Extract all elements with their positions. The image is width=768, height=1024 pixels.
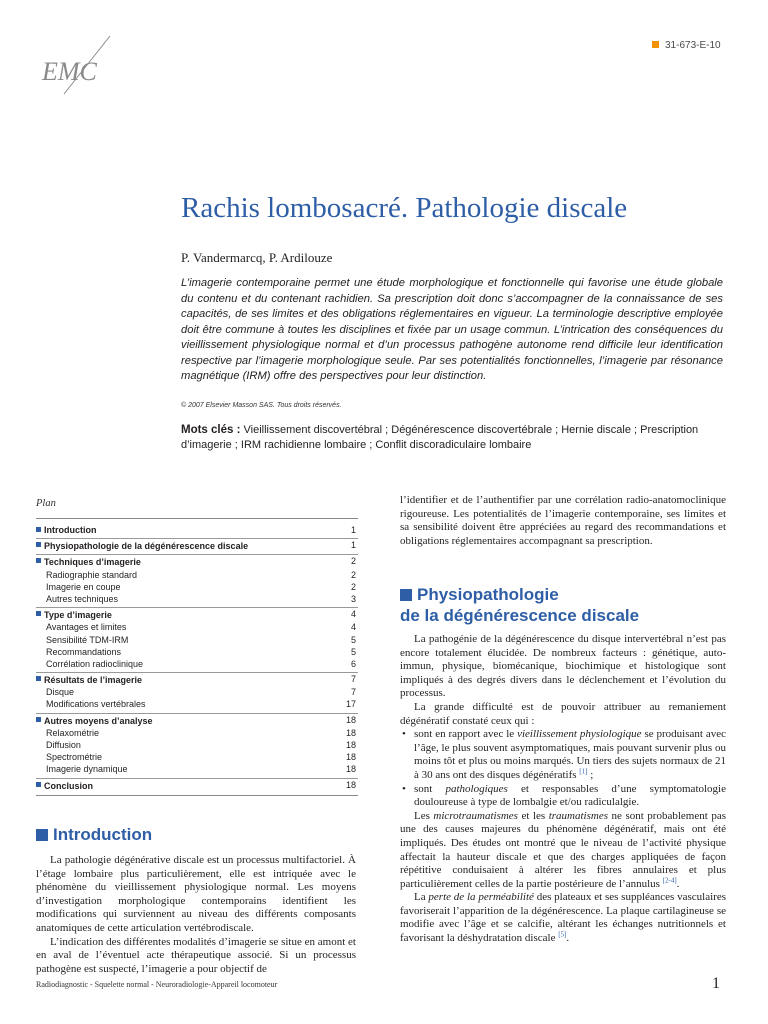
plan-subitem[interactable]: Modifications vertébrales 17 xyxy=(46,699,356,710)
plan-subitem[interactable]: Disque 7 xyxy=(46,687,356,698)
keywords xyxy=(181,423,726,453)
plan-divider xyxy=(36,518,358,519)
plan-title: Plan xyxy=(36,498,56,509)
plan-item[interactable]: Résultats de l’imagerie 7 xyxy=(36,672,358,686)
paragraph: La pathologie dégénérative discale est un processus multifactoriel. À l’étage lombaire plus particulièrement, elle est intriquée avec le phénomène du vieillissement physiologique normal. Les moyens d’investigation morphologique contemporains identifient les modifications qui surviennent au niveau des différents composants anatomiques de cette articulation vertébrodiscale. xyxy=(36,854,356,934)
physiopathologie-heading: Physiopathologie de la dégénérescence discale xyxy=(400,585,640,625)
paragraph: L’indication des différentes modalités d’imagerie se situe en amont et en aval de l’éventuel acte thérapeutique associé. Si un processus pathogène est suspecté, l’imagerie a pour objectif de xyxy=(36,935,356,975)
plan-item[interactable]: Physiopathologie de la dégénérescence discale 1 xyxy=(36,538,358,552)
plan-subitem[interactable]: Spectrométrie 18 xyxy=(46,752,356,763)
plan-subitem[interactable]: Recommandations 5 xyxy=(46,646,356,657)
list-item: • sont pathologiques et responsables d’une symptomatologie douloureuse à type de lombalgie et/ou radiculalgie. xyxy=(414,783,726,810)
plan-subitem[interactable]: Imagerie en coupe 2 xyxy=(46,581,356,592)
introduction-text xyxy=(36,854,356,976)
paragraph: La perte de la perméabilité des plateaux et ses suppléances vasculaires favoriserait l’apparition de la dégénérescence. La plaque cartilagineuse se modifie avec l’âge et se calcifie, altérant les échanges nutritionnels et favorisant la déshydratation discale [5]. xyxy=(400,891,726,945)
logo-text: EMC xyxy=(42,57,97,86)
article-authors: P. Vandermarcq, P. Ardilouze xyxy=(181,250,333,265)
plan-subitem[interactable]: Corrélation radioclinique 6 xyxy=(46,658,356,669)
plan-subitem[interactable]: Diffusion 18 xyxy=(46,740,356,750)
citation-link[interactable]: [1] xyxy=(579,767,588,776)
plan-item[interactable]: Autres moyens d’analyse 18 xyxy=(36,713,358,727)
plan-subitem[interactable]: Imagerie dynamique 18 xyxy=(46,764,356,775)
emc-logo xyxy=(38,32,120,98)
orange-square-icon xyxy=(652,41,659,48)
paragraph: l’identifier et de l’authentifier par une corrélation radio-anatomoclinique rigoureuse. Les potentialités de l’imagerie contemporaine, ses limites et sa sensibilité doivent être appréciées au regard des recommandations et obligations réglementaires accompagnant sa prescription. xyxy=(400,494,726,547)
article-title: Rachis lombosacré. Pathologie discale xyxy=(181,192,628,224)
right-column-continuation xyxy=(400,494,726,548)
blue-square-icon xyxy=(36,829,48,841)
plan-item[interactable]: Introduction 1 xyxy=(36,524,358,536)
page-number: 1 xyxy=(712,975,720,992)
keywords-list: Vieillissement discovertébral ; Dégénérescence discovertébrale ; Hernie discale ; Prescription d’imagerie ; IRM rachidienne lombaire ; Conflit discoradiculaire lombaire xyxy=(181,424,699,451)
citation-link[interactable]: [2-4] xyxy=(662,876,677,885)
plan-subitem[interactable]: Autres techniques 3 xyxy=(46,593,356,604)
table-of-contents xyxy=(36,524,358,796)
article-reference xyxy=(652,40,721,51)
paragraph: La grande difficulté est de pouvoir attribuer au remaniement dégénératif constaté ceux qui : xyxy=(400,700,726,727)
paragraph: Les microtraumatismes et les traumatismes ne sont probablement pas une des causes majeures du phénomène dégénératif, mais ont été impliqués. Des études ont montré que le niveau de l’activité physique affectait la hauteur discale et que des charges appliquées de façon répétitive conduisaient à altérer les fibres annulaires et plus particulièrement celles de la partie postérieure de l’annulus [2-4]. xyxy=(400,809,726,890)
paragraph: La pathogénie de la dégénérescence du disque intervertébral n’est pas encore totalement élucidée. De nombreux facteurs : génétique, auto-immun, physique, biomécanique, biochimique et histologique sont impliqués à des degrés divers dans le déclenchement et l’évolution du processus. xyxy=(400,633,726,700)
reference-code: 31-673-E-10 xyxy=(665,40,721,51)
introduction-heading: Introduction xyxy=(36,824,152,845)
blue-square-icon xyxy=(400,589,412,601)
copyright: © 2007 Elsevier Masson SAS. Tous droits réservés. xyxy=(181,402,342,409)
plan-subitem[interactable]: Avantages et limites 4 xyxy=(46,622,356,633)
plan-item[interactable]: Techniques d’imagerie 2 xyxy=(36,554,358,568)
bullet-list xyxy=(400,728,726,810)
plan-item[interactable]: Type d’imagerie 4 xyxy=(36,607,358,621)
keywords-label: Mots clés : xyxy=(181,424,241,436)
plan-item[interactable]: Conclusion 18 xyxy=(36,778,358,796)
list-item: • sont en rapport avec le vieillissement physiologique se produisant avec l’âge, le plus souvent asymptomatiques, mais pouvant survenir plus ou moins tôt et plus ou moins marqués. Un tiers des sujets normaux de 21 à 30 ans ont des disques dégénératifs [1] ; xyxy=(414,728,726,782)
plan-subitem[interactable]: Sensibilité TDM-IRM 5 xyxy=(46,634,356,645)
plan-subitem[interactable]: Radiographie standard 2 xyxy=(46,569,356,580)
abstract: L’imagerie contemporaine permet une étude morphologique et fonctionnelle qui favorise une étude globale du contenu et du contenant rachidien. Sa prescription doit donc s’accompagner de la connaissance de ses capacités, de ses limites et des obligations réglementaires en vigueur. La terminologie descriptive employée doit être commune à toutes les disciplines et fixée par un usage commun. L’intrication des conséquences du vieillissement physiologique normal et d’un processus pathogène autonome rend difficile leur identification respective par l’imagerie morphologique seule. Par ses potentialités fonctionnelles, l’imagerie par résonance magnétique (IRM) offre des perspectives pour leur distinction. xyxy=(181,277,723,382)
footer-series: Radiodiagnostic - Squelette normal - Neuroradiologie-Appareil locomoteur xyxy=(36,980,278,989)
citation-link[interactable]: [5] xyxy=(558,930,567,939)
plan-subitem[interactable]: Relaxométrie 18 xyxy=(46,727,356,738)
physiopathologie-text xyxy=(400,633,726,946)
